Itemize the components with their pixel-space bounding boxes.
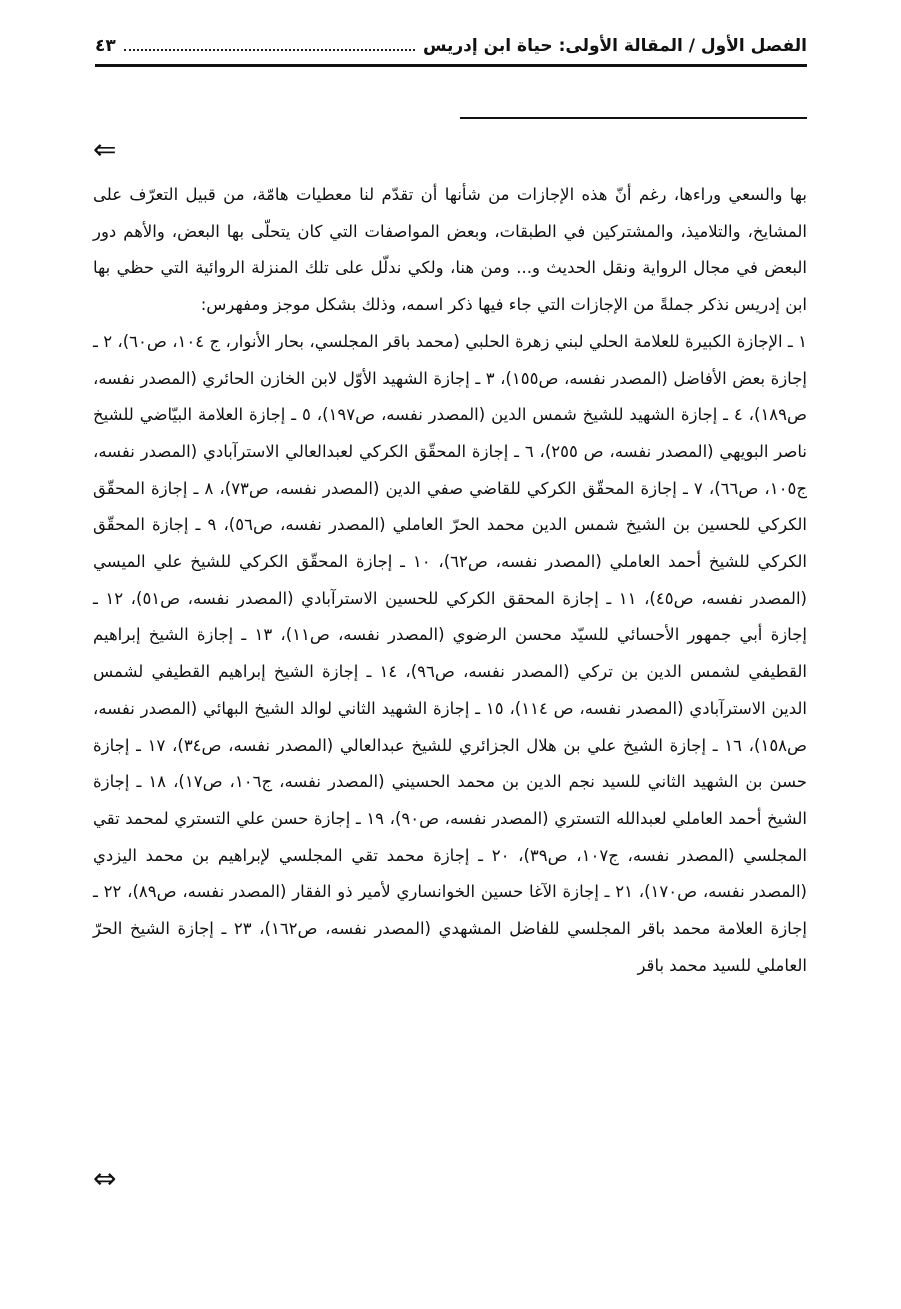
- footnote-paragraph-list: ١ ـ الإجازة الكبيرة للعلامة الحلي لبني زهرة الحلبي (محمد باقر المجلسي، بحار الأنوار، ج ١٠٤، ص٦٠)، ٢ ـ إجازة بعض الأفاضل (المصدر نفسه، ص١٥٥)، ٣ ـ إجازة الشهيد الأوّل لابن الخازن الحائري (المصدر نفسه، ص١٨٩)، ٤ ـ إجازة الشهيد للشيخ شمس الدين (المصدر نفسه، ص١٩٧)، ٥ ـ إجازة العلامة البيّاضي للشيخ ناصر البويهي (المصدر نفسه، ص ٢٥٥)، ٦ ـ إجازة المحقّق الكركي لعبدالعالي الاسترآبادي (المصدر نفسه، ج١٠٥، ص٦٦)، ٧ ـ إجازة المحقّق الكركي للقاضي صفي الدين (المصدر نفسه، ص٧٣)، ٨ ـ إجازة المحقّق الكركي للحسين بن الشيخ شمس الدين محمد الحرّ العاملي (المصدر نفسه، ص٥٦)، ٩ ـ إجازة المحقّق الكركي للشيخ أحمد العاملي (المصدر نفسه، ص٦٢)، ١٠ ـ إجازة المحقّق الكركي للشيخ علي الميسي (المصدر نفسه، ص٤٥)، ١١ ـ إجازة المحقق الكركي للحسين الاسترآبادي (المصدر نفسه، ص٥١)، ١٢ ـ إجازة أبي جمهور الأحسائي للسيّد محسن الرضوي (المصدر نفسه، ص١١)، ١٣ ـ إجازة الشيخ إبراهيم القطيفي لشمس الدين بن تركي (المصدر نفسه، ص٩٦)، ١٤ ـ إجازة الشيخ إبراهيم القطيفي لشمس الدين الاسترآبادي (المصدر نفسه، ص ١١٤)، ١٥ ـ إجازة الشهيد الثاني لوالد الشيخ البهائي (المصدر نفسه، ص١٥٨)، ١٦ ـ إجازة الشيخ علي بن هلال الجزائري للشيخ عبدالعالي (المصدر نفسه، ص٣٤)، ١٧ ـ إجازة حسن بن الشهيد الثاني للسيد نجم الدين بن محمد الحسيني (المصدر نفسه، ج١٠٦، ص١٧)، ١٨ ـ إجازة الشيخ أحمد العاملي لعبدالله التستري (المصدر نفسه، ص٩٠)، ١٩ ـ إجازة حسن علي التستري لمحمد تقي المجلسي (المصدر نفسه، ج١٠٧، ص٣٩)، ٢٠ ـ إجازة محمد تقي المجلسي لإبراهيم بن محمد اليزدي (المصدر نفسه، ص١٧٠)، ٢١ ـ إجازة الآغا حسين الخوانساري لأمير ذو الفقار (المصدر نفسه، ص٨٩)، ٢٢ ـ إجازة العلامة محمد باقر المجلسي للفاضل المشهدي (المصدر نفسه، ص١٦٢)، ٢٣ ـ إجازة الشيخ الحرّ العاملي للسيد محمد باقر: [93, 331, 808, 975]
- continued-from-arrow-icon: ⇐: [93, 133, 117, 166]
- header-dot-leader: [124, 49, 415, 51]
- page-number: ٤٣: [95, 36, 116, 56]
- header-title: الفصل الأول / المقالة الأولى: حياة ابن إدريس: [422, 36, 807, 56]
- running-header: [95, 28, 807, 64]
- footnote-paragraph-intro: بها والسعي وراءها، رغم أنّ هذه الإجازات من شأنها أن تقدّم لنا معطيات هامّة، من قبيل التعرّف على المشايخ، والتلاميذ، والمشتركين في الطبقات، وبعض المواصفات التي كان يتحلّى بها البعض، والأهم دور البعض في مجال الرواية ونقل الحديث و... ومن هنا، ولكي ندلّل على تلك المنزلة الروائية التي حظي بها ابن إدريس نذكر جملةً من الإجازات التي جاء فيها ذكر اسمه، وذلك بشكل موجز ومفهرس:: [93, 185, 807, 315]
- footnote-separator: [460, 117, 807, 119]
- header-rule: [95, 64, 807, 67]
- footnote-body: [93, 177, 807, 984]
- continued-arrow-icon: ⇔: [93, 1162, 117, 1195]
